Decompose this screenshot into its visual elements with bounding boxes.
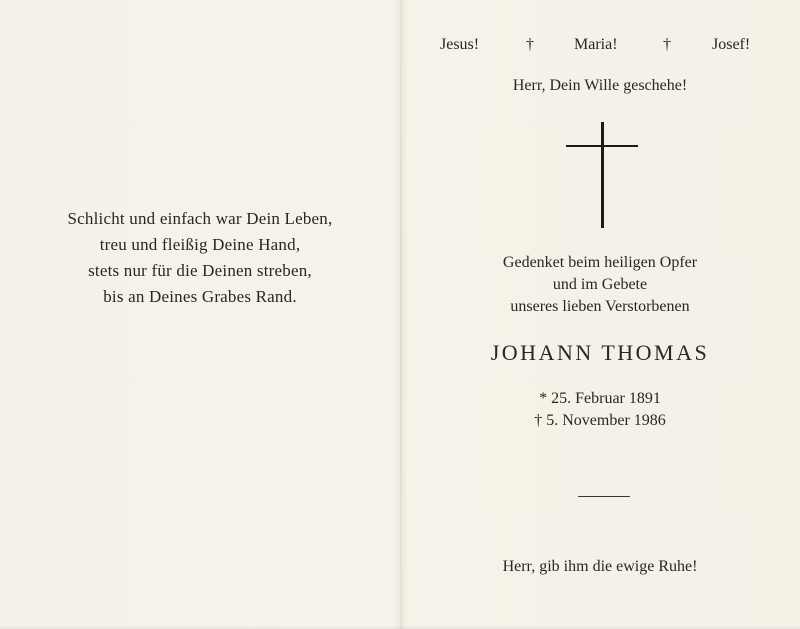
prayer-line: unseres lieben Verstorbenen <box>510 298 690 315</box>
verse-line: treu und fleißig Deine Hand, <box>99 235 301 254</box>
invocation-maria: Maria! <box>574 36 618 53</box>
verse-line: bis an Deines Grabes Rand. <box>103 287 297 306</box>
divider <box>578 496 630 497</box>
closing-prayer: Herr, gib ihm die ewige Ruhe! <box>502 558 698 575</box>
invocation-josef: Josef! <box>712 36 751 53</box>
will-line: Herr, Dein Wille geschehe! <box>512 77 688 94</box>
cross-icon <box>566 122 638 228</box>
deceased-name: JOHANN THOMAS <box>490 340 710 365</box>
prayer-line: Gedenket beim heiligen Opfer <box>502 254 698 271</box>
verse-line: stets nur für die Deinen streben, <box>88 261 312 280</box>
invocation-jesus: Jesus! <box>440 36 480 53</box>
small-cross-icon: † <box>663 36 671 53</box>
invocation-line <box>440 36 760 58</box>
death-date: † 5. November 1986 <box>534 412 666 429</box>
verse-line: Schlicht und einfach war Dein Leben, <box>67 209 333 228</box>
dates-block <box>400 388 800 432</box>
bottom-edge <box>0 625 800 629</box>
verse-block <box>0 206 400 310</box>
small-cross-icon: † <box>526 36 534 53</box>
prayer-block <box>400 252 800 318</box>
birth-date: * 25. Februar 1891 <box>539 390 661 407</box>
prayer-line: und im Gebete <box>552 276 648 293</box>
